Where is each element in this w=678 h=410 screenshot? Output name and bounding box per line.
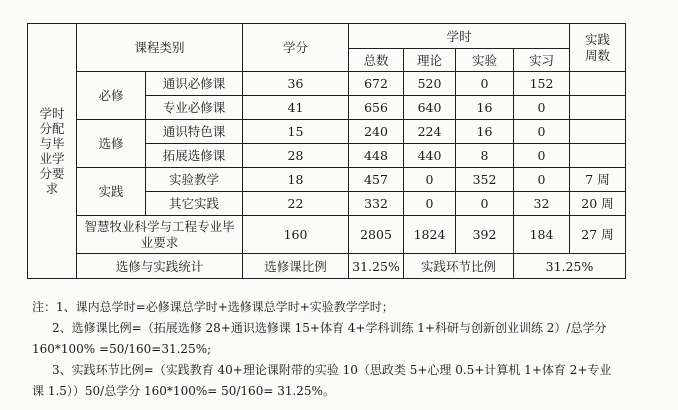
- internship-cell: 0: [514, 144, 570, 168]
- elective-ratio-value: 31.25%: [349, 254, 404, 279]
- credits-cell: 28: [243, 144, 349, 168]
- course-name: 通识特色课: [146, 120, 243, 144]
- stats-row: [28, 254, 626, 279]
- summary-theory: 1824: [404, 216, 456, 254]
- course-name: 通识必修课: [146, 72, 243, 96]
- summary-row: [28, 216, 626, 254]
- side-label: 学时分配与毕业学分要求: [28, 24, 77, 279]
- note-line-5: 课 1.5））50/总学分 160*100%= 50/160= 31.25%。: [32, 384, 335, 398]
- summary-weeks: 27 周: [570, 216, 626, 254]
- credits-cell: 22: [243, 192, 349, 216]
- internship-cell: 0: [514, 120, 570, 144]
- group-elective: 选修: [77, 120, 146, 168]
- credits-cell: 18: [243, 168, 349, 192]
- notes: [32, 297, 662, 402]
- weeks-cell: 20 周: [570, 192, 626, 216]
- total-cell: 672: [349, 72, 404, 96]
- summary-total: 2805: [349, 216, 404, 254]
- stats-label: 选修与实践统计: [77, 254, 243, 279]
- practice-ratio-value: 31.25%: [514, 254, 626, 279]
- experiment-cell: 0: [456, 192, 514, 216]
- elective-ratio-label: 选修课比例: [243, 254, 349, 279]
- experiment-cell: 8: [456, 144, 514, 168]
- note-line-3: 160*100% =50/160=31.25%;: [32, 342, 212, 356]
- table-row: [28, 72, 626, 96]
- course-name: 拓展选修课: [146, 144, 243, 168]
- internship-cell: 0: [514, 96, 570, 120]
- total-cell: 457: [349, 168, 404, 192]
- header-course-type: 课程类别: [77, 24, 243, 72]
- experiment-cell: 16: [456, 120, 514, 144]
- total-cell: 332: [349, 192, 404, 216]
- internship-cell: 0: [514, 168, 570, 192]
- summary-internship: 184: [514, 216, 570, 254]
- total-cell: 448: [349, 144, 404, 168]
- header-credits: 学分: [243, 24, 349, 72]
- group-required: 必修: [77, 72, 146, 120]
- theory-cell: 520: [404, 72, 456, 96]
- credits-cell: 36: [243, 72, 349, 96]
- table-row: [28, 120, 626, 144]
- theory-cell: 224: [404, 120, 456, 144]
- weeks-cell: 7 周: [570, 168, 626, 192]
- summary-label: 智慧牧业科学与工程专业毕业要求: [77, 216, 243, 254]
- credits-cell: 15: [243, 120, 349, 144]
- internship-cell: 152: [514, 72, 570, 96]
- header-internship: 实习: [514, 49, 570, 72]
- experiment-cell: 0: [456, 72, 514, 96]
- summary-credits: 160: [243, 216, 349, 254]
- theory-cell: 0: [404, 192, 456, 216]
- header-experiment: 实验: [456, 49, 514, 72]
- header-total: 总数: [349, 49, 404, 72]
- theory-cell: 440: [404, 144, 456, 168]
- theory-cell: 0: [404, 168, 456, 192]
- summary-experiment: 392: [456, 216, 514, 254]
- header-theory: 理论: [404, 49, 456, 72]
- experiment-cell: 16: [456, 96, 514, 120]
- note-line-1: 注：1、课内总学时=必修课总学时+选修课总学时+实验教学学时；: [32, 300, 394, 314]
- course-name: 实验教学: [146, 168, 243, 192]
- total-cell: 240: [349, 120, 404, 144]
- group-practice: 实践: [77, 168, 146, 216]
- note-line-4: 3、实践环节比例=（实践教育 40+理论课附带的实验 10（思政类 5+心理 0.5+计算机 1+体育 2+专业: [52, 363, 612, 377]
- header-hours: 学时: [349, 24, 570, 49]
- weeks-cell: [570, 144, 626, 168]
- practice-ratio-label: 实践环节比例: [404, 254, 514, 279]
- total-cell: 656: [349, 96, 404, 120]
- weeks-cell: [570, 72, 626, 96]
- credit-hours-table: [27, 23, 626, 279]
- credits-cell: 41: [243, 96, 349, 120]
- table-row: [28, 168, 626, 192]
- weeks-cell: [570, 120, 626, 144]
- course-name: 其它实践: [146, 192, 243, 216]
- weeks-cell: [570, 96, 626, 120]
- header-practice-weeks: 实践周数: [570, 24, 626, 72]
- internship-cell: 32: [514, 192, 570, 216]
- experiment-cell: 352: [456, 168, 514, 192]
- course-name: 专业必修课: [146, 96, 243, 120]
- theory-cell: 640: [404, 96, 456, 120]
- note-line-2: 2、选修课比例=（拓展选修 28+通识选修课 15+体育 4+学科训练 1+科研与创新创业训练 2）/总学分: [52, 321, 607, 335]
